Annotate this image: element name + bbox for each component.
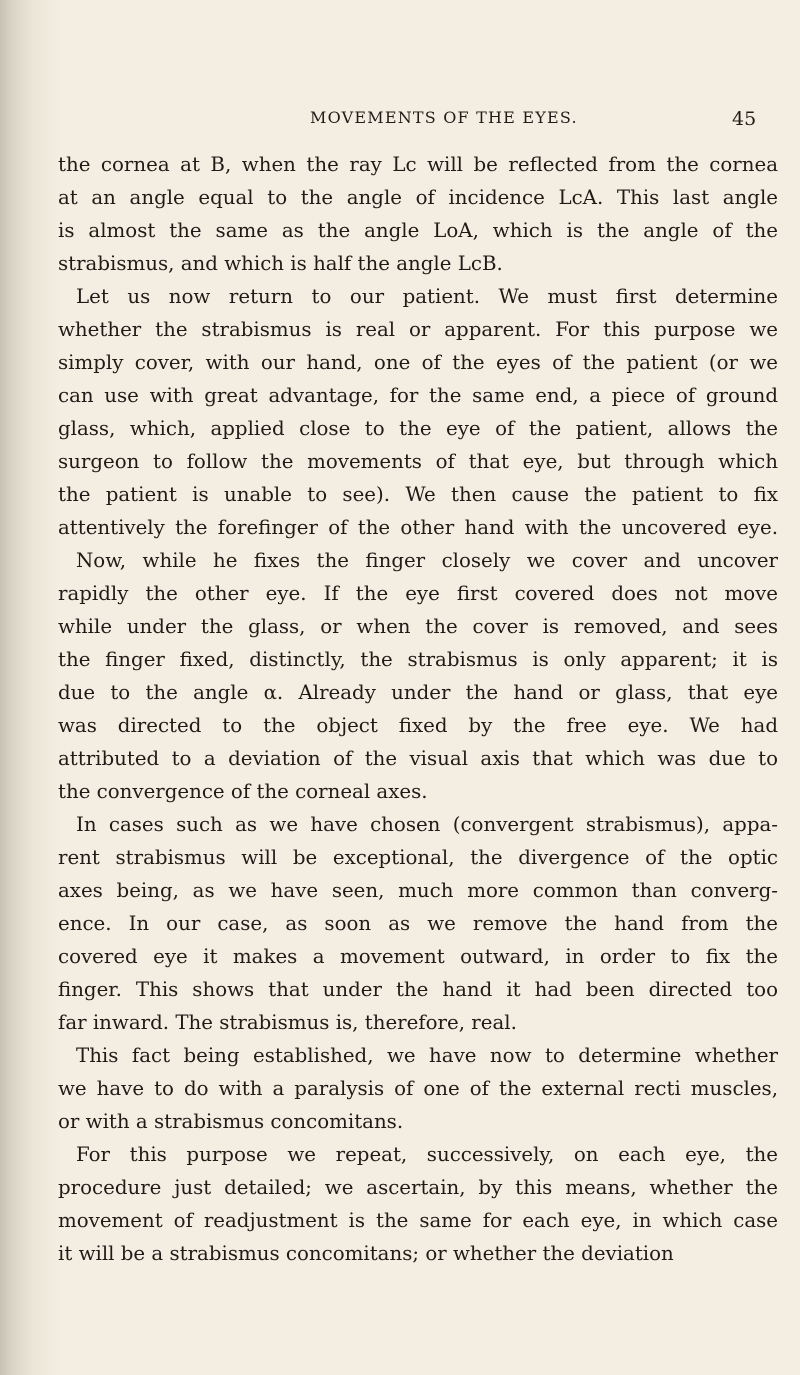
text-line: movement of readjustment is the same for each eye, in which case <box>58 1209 778 1232</box>
text-line: or with a strabismus concomitans. <box>58 1110 404 1133</box>
text-line: rent strabismus will be exceptional, the divergence of the optic <box>58 846 778 869</box>
text-line: This fact being established, we have now to determine whether <box>76 1044 778 1067</box>
text-line: due to the angle α. Already under the hand or glass, that eye <box>58 681 778 704</box>
text-line: while under the glass, or when the cover is removed, and sees <box>58 615 778 638</box>
text-line: whether the strabismus is real or apparent. For this purpose we <box>58 318 778 341</box>
text-line: the patient is unable to see). We then cause the patient to fix <box>58 483 778 506</box>
text-line: far inward. The strabismus is, therefore, real. <box>58 1011 517 1034</box>
text-line: was directed to the object fixed by the free eye. We had <box>58 714 778 737</box>
text-line: we have to do with a paralysis of one of the external recti muscles, <box>58 1077 778 1100</box>
running-head-title: MOVEMENTS OF THE EYES. <box>310 108 578 127</box>
page-number: 45 <box>732 108 757 130</box>
running-head <box>0 108 800 138</box>
text-line: covered eye it makes a movement outward, in order to fix the <box>58 945 778 968</box>
text-line: Now, while he fixes the finger closely we cover and uncover <box>76 549 778 572</box>
text-line: finger. This shows that under the hand it had been directed too <box>58 978 778 1001</box>
body-text <box>58 148 778 1270</box>
text-line: attributed to a deviation of the visual axis that which was due to <box>58 747 778 770</box>
text-line: is almost the same as the angle LoA, which is the angle of the <box>58 219 778 242</box>
text-line: the cornea at B, when the ray Lc will be reflected from the cornea <box>58 153 778 176</box>
text-line: glass, which, applied close to the eye of the patient, allows the <box>58 417 778 440</box>
text-line: attentively the forefinger of the other hand with the uncovered eye. <box>58 516 778 539</box>
text-line: rapidly the other eye. If the eye first covered does not move <box>58 582 778 605</box>
text-line: strabismus, and which is half the angle LcB. <box>58 252 503 275</box>
text-line: ence. In our case, as soon as we remove the hand from the <box>58 912 778 935</box>
text-line: surgeon to follow the movements of that eye, but through which <box>58 450 778 473</box>
text-line: can use with great advantage, for the same end, a piece of ground <box>58 384 778 407</box>
text-line: simply cover, with our hand, one of the eyes of the patient (or we <box>58 351 778 374</box>
text-line: For this purpose we repeat, successively, on each eye, the <box>76 1143 778 1166</box>
text-line: at an angle equal to the angle of incidence LcA. This last angle <box>58 186 778 209</box>
text-line: the finger fixed, distinctly, the strabismus is only apparent; it is <box>58 648 778 671</box>
text-line: it will be a strabismus concomitans; or whether the deviation <box>58 1242 674 1265</box>
text-line: In cases such as we have chosen (convergent strabismus), appa- <box>76 813 778 836</box>
text-line: the convergence of the corneal axes. <box>58 780 428 803</box>
text-line: axes being, as we have seen, much more common than converg- <box>58 879 778 902</box>
text-line: Let us now return to our patient. We must first determine <box>76 285 778 308</box>
text-line: procedure just detailed; we ascertain, by this means, whether the <box>58 1176 778 1199</box>
